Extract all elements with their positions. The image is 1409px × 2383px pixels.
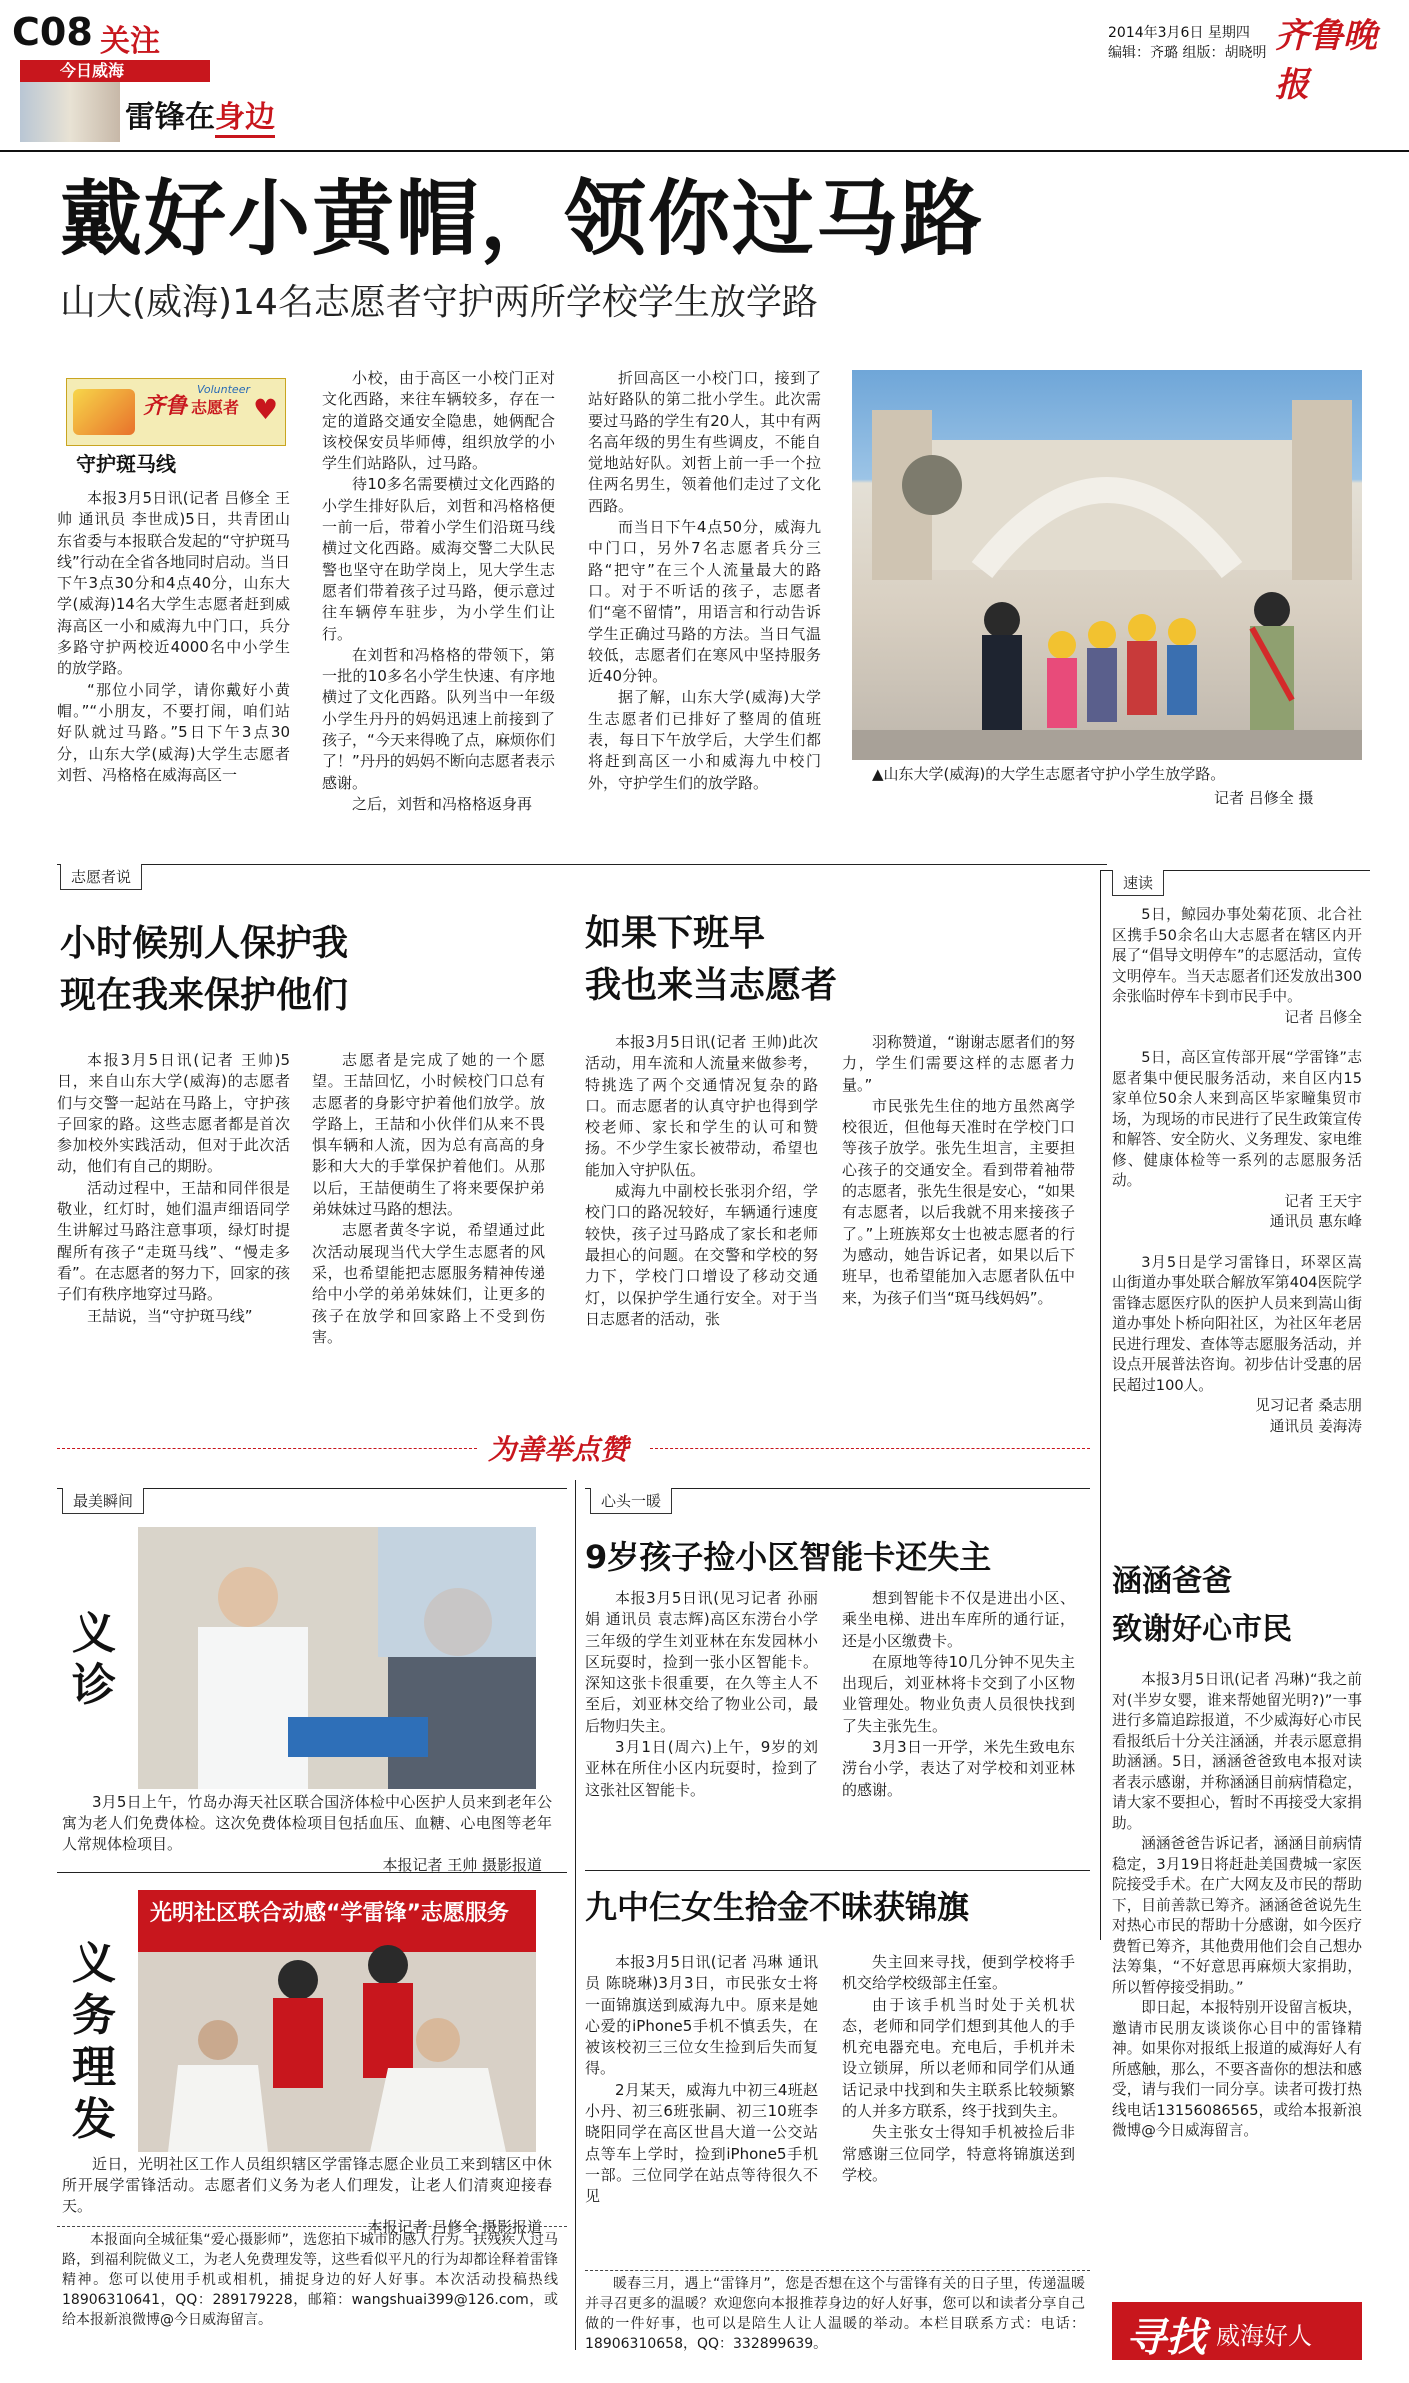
subsection-name: 今日威海 (60, 61, 125, 80)
lead-col-2 (322, 368, 555, 815)
warm-title-1: 9岁孩子捡小区智能卡还失主 (585, 1538, 992, 1576)
warm-t2-col1-p2: 2月某天，威海九中初三4班赵小丹、初三6班张嗣、初三10班李晓阳同学在高区世昌大道一公交站点等车上学时，捡到iPhone5手机一部。三位同学在站点等待很久不见 (585, 2080, 818, 2206)
lead-col1-p1: 本报3月5日讯(记者 吕修全 王帅 通讯员 李世成)5日，共青团山东省委与本报联合发起的“守护斑马线”行动在全省各地同时启动。当日下午3点30分和4点40分，山东大学(威海)14名大学生志愿者赶到威海高区一小和威海九中门口，兵分多路守护两校近4000名中小学生的放学路。 (57, 489, 290, 678)
tag-warm: 心头一暖 (590, 1488, 672, 1514)
quick-read-block (1112, 905, 1362, 1437)
lead-bottom-rule (57, 864, 1107, 865)
moments-call-text: 本报面向全城征集“爱心摄影师”，选您拍下城市的感人行为。扶残疾人过马路，到福利院做义工，为老人免费理发等，这些看似平凡的行为却都诠释着雷锋精神。您可以使用手机或相机，捕捉身边的好人好事。本次活动投稿热线18906310641，QQ：289179228，邮箱：wangshuai399@126.com，或给本报新浪微博@今日威海留言。 (62, 2232, 558, 2328)
lead-col2-p2: 待10多名需要横过文化西路的小学生排好队后，刘哲和冯格格便一前一后，带着小学生们沿斑马线横过文化西路。威海交警二大队民警也坚守在助学岗上，见大学生志愿者们带着孩子过马路，便示意过往车辆停车驻步，为小学生们让行。 (322, 475, 555, 643)
warm-footer-note (585, 2274, 1085, 2354)
vs-left-col1-p1: 本报3月5日讯(记者 王帅)5日，来自山东大学(威海)的志愿者们与交警一起站在马路上，守护孩子回家的路。这些志愿者都是首次参加校外实践活动，但对于此次活动，他们有自己的期盼。 (57, 1051, 290, 1176)
warm-footer-rule (585, 2270, 1090, 2271)
moments-photo-2-scene (138, 1890, 536, 2152)
quick-read-credit-3b: 通讯员 姜海涛 (1269, 1417, 1362, 1435)
lead-photo-scene (852, 370, 1362, 760)
banner-rule-left (57, 1448, 477, 1449)
warm-t2-col1-p1: 本报3月5日讯(记者 冯琳 通讯员 陈晓琳)3月3日，市民张女士将一面锦旗送到威海九中。原来是她心爱的iPhone5手机不慎丢失，在被该校初三三位女生捡到后失而复得。 (585, 1953, 818, 2078)
lead-col2-p4: 之后，刘哲和冯格格返身再 (352, 794, 533, 813)
thanks-title-1: 涵涵爸爸 (1112, 1564, 1232, 1599)
lead-col-1 (57, 488, 290, 786)
vs-right-title-1: 如果下班早 (585, 913, 766, 954)
banner-rule-right (650, 1448, 1090, 1449)
moments-photo-2 (138, 1890, 536, 2152)
moments-photo-1 (138, 1527, 536, 1789)
quick-read-left-rule (1100, 870, 1101, 1940)
vs-right-col-1 (585, 1032, 818, 1330)
vs-left-col2-p2: 志愿者黄冬字说，希望通过此次活动展现当代大学生志愿者的风采，也希望能把志愿服务精神传递给中小学的弟弟妹妹们，让更多的孩子在放学和回家路上不受到伤害。 (312, 1221, 545, 1346)
vs-right-col2-p1: 羽称赞道，“谢谢志愿者们的努力，学生们需要这样的志愿者力量。” (842, 1033, 1075, 1094)
lead-photo-credit: 记者 吕修全 摄 (1214, 789, 1314, 807)
brand-logo: 齐鲁晚报 (1275, 16, 1377, 105)
vs-left-col-2 (312, 1050, 545, 1348)
moments-photo-1-scene (138, 1527, 536, 1789)
thanks-col (1112, 1670, 1362, 2142)
moments-mid-rule (57, 1872, 567, 1873)
quick-read-credit-2a: 记者 王天宇 (1284, 1192, 1362, 1210)
lead-col3-p1: 折回高区一小校门口，接到了站好路队的第二批小学生。此次需要过马路的学生有20人，其中有两名高年级的男生有些调皮，不能自觉地站好队。刘哲上前一手一个拉住两名男生，领着他们走过了文化西路。 (588, 369, 821, 515)
moments-credit-1: 本报记者 王帅 摄影报道 (382, 1856, 542, 1874)
date-line: 2014年3月6日 星期四 (1108, 25, 1250, 41)
tag-moments: 最美瞬间 (62, 1488, 144, 1514)
moments-credit-2: 本报记者 吕修全 摄影报道 (367, 2218, 542, 2236)
quick-read-item-1: 5日，鲸园办事处菊花顶、北合社区携手50余名山大志愿者在辖区内开展了“倡导文明停车”的志愿活动，宣传文明停车。当天志愿者们还发放出300余张临时停车卡到市民手中。 (1112, 906, 1362, 1005)
thanks-col-p2: 涵涵爸爸告诉记者，涵涵目前病情稳定，3月19日将赶赴美国费城一家医院接受手术。在广大网友及市民的帮助下，目前善款已筹齐。涵涵爸爸说先生对热心市民的帮助十分感谢，如今医疗费暂已筹齐，其他费用他们会自己想办法筹集，“不好意思再麻烦大家捐助，所以暂停接受捐助。” (1112, 1835, 1362, 1996)
lead-col2-p1: 小校，由于高区一小校门正对文化西路，来往车辆较多，存在一定的道路交通安全隐患，她俩配合该校保安员毕师傅，组织放学的小学生们站路队，过马路。 (322, 369, 555, 473)
vs-left-title-1: 小时候别人保护我 (60, 923, 349, 964)
page-code: C08 (12, 10, 93, 54)
warm-t1-col2-p3: 3月3日一开学，米先生致电东涝台小学，表达了对学校和刘亚林的感谢。 (842, 1738, 1075, 1799)
quick-read-credit-2b: 通讯员 惠东峰 (1269, 1213, 1362, 1230)
lead-title: 戴好小黄帽，领你过马路 (60, 172, 985, 267)
vs-right-col1-p2: 威海九中副校长张羽介绍，学校门口的路况较好，车辆通行速度较快，孩子过马路成了家长和老师最担心的问题。在交警和学校的努力下，学校门口增设了移动交通灯，以保护学生通行安全。对于当日志愿者的活动，张 (585, 1182, 818, 1328)
badge-label: 守护斑马线 (76, 452, 176, 476)
warm-left-rule (575, 1480, 576, 2350)
banner-title: 为善举点赞 (488, 1433, 629, 1466)
vs-right-col1-p1: 本报3月5日讯(记者 王帅)此次活动，用车流和人流量来做参考，特挑选了两个交通情况复杂的路口。而志愿者的认真守护也得到学校老师、家长和学生的认可和赞扬。不少学生家长被带动，希望也能加入守护队伍。 (585, 1033, 818, 1179)
vs-right-title-2: 我也来当志愿者 (585, 965, 838, 1006)
vs-left-col-1 (57, 1050, 290, 1327)
lead-photo-caption: ▲山东大学(威海)的大学生志愿者守护小学生放学路。 (872, 765, 1226, 783)
warm-t2-col2-p2: 由于该手机当时处于关机状态，老师和同学们想到其他人的手机充电器充电。充电后，手机并未设立锁屏，所以老师和同学们从通话记录中找到和失主联系比较频繁的人并多方联系，终于找到失主。 (842, 1995, 1075, 2121)
heart-icon: ♥ (253, 393, 279, 426)
lead-col-3 (588, 368, 821, 794)
tag-volunteer-says: 志愿者说 (60, 864, 142, 890)
warm-footer-note-text: 暖春三月，遇上“雷锋月”，您是否想在这个与雷锋有关的日子里，传递温暖并寻召更多的温暖？欢迎您向本报推荐身边的好人好事，您可以和读者分享自己做的一件好事，也可以是陪生人让人温暖的举动。本栏目联系方式：电话：18906310658，QQ：332899639。 (585, 2276, 1085, 2352)
column-title (125, 92, 275, 136)
vs-left-title-2: 现在我来保护他们 (60, 975, 349, 1016)
warm-t1-col2-p1: 想到智能卡不仅是进出小区、乘坐电梯、进出车库所的通行证，还是小区缴费卡。 (842, 1589, 1075, 1650)
section-name: 关注 (100, 24, 160, 59)
vs-left-col1-p2: 活动过程中，王喆和同伴很是敬业，红灯时，她们温声细语同学生讲解过马路注意事项，绿灯时提醒所有孩子“走斑马线”、“慢走多看”。在志愿者的努力下，回家的孩子们有秩序地穿过马路。 (57, 1178, 290, 1304)
footer-logo-big: 寻找 (1126, 2314, 1206, 2361)
warm-title-2: 九中仨女生拾金不昧获锦旗 (585, 1888, 970, 1926)
warm-t1-col-2 (842, 1588, 1075, 1801)
lead-col2-p3: 在刘哲和冯格格的带领下，第一批的10多名小学生快速、有序地横过了文化西路。队列当中一年级小学生丹丹的妈妈迅速上前接到了孩子，“今天来得晚了点，麻烦你们了！”丹丹的妈妈不断向志愿者表示感谢。 (322, 645, 555, 792)
volunteer-badge (66, 378, 286, 446)
moments-side-1: 义诊 (72, 1608, 116, 1711)
moments-caption-1 (62, 1792, 552, 1876)
moments-caption-1-text: 3月5日上午，竹岛办海天社区联合国济体检中心医护人员来到老年公寓为老人们免费体检。这次免费体检项目包括血压、血糖、心电图等老年人常规体检项目。 (62, 1793, 552, 1853)
thanks-title-2: 致谢好心市民 (1112, 1612, 1292, 1647)
vs-left-col1-p3: 王喆说，当“守护斑马线” (87, 1306, 253, 1325)
column-title-b: 身边 (215, 100, 275, 138)
lead-col3-p2: 而当日下午4点50分，威海九中门口，另外7名志愿者兵分三路“把守”在三个人流量最大的路口。对于不听话的孩子，志愿者们“毫不留情”，用语言和行动告诉学生正确过马路的方法。当日气温较低，志愿者们在寒风中坚持服务近40分钟。 (588, 518, 821, 686)
vs-left-col2-p1: 志愿者是完成了她的一个愿望。王喆回忆，小时候校门口总有志愿者的身影守护着他们放学。放学路上，王喆和小伙伴们从来不畏惧车辆和人流，因为总有高高的身影和大大的手掌保护着他们。从那以后，王喆便萌生了将来要保护弟弟妹妹过马路的想法。 (312, 1051, 545, 1219)
column-title-a: 雷锋在 (125, 100, 215, 135)
warm-t1-col1-p1: 本报3月5日讯(见习记者 孙丽娟 通讯员 袁志辉)高区东涝台小学三年级的学生刘亚林在东发园林小区玩耍时，捡到一张小区智能卡。深知这张卡很重要，在久等主人不至后，刘亚林交给了物业公司，最后物归失主。 (585, 1589, 818, 1735)
badge-word: 志愿者 (191, 398, 240, 417)
vs-right-col-2 (842, 1032, 1075, 1309)
editor-line: 编辑：齐璐 组版：胡晓明 (1108, 45, 1267, 61)
lead-col1-p2: “那位小同学，请你戴好小黄帽。”“小朋友，不要打闹，咱们站好队就过马路。”5日下午3点30分，山东大学(威海)大学生志愿者刘哲、冯格格在威海高区一 (57, 680, 290, 784)
moments-call-rule (57, 2226, 567, 2227)
warm-t1-col-1 (585, 1588, 818, 1801)
footer-logo-rest: 威海好人 (1216, 2322, 1312, 2350)
quick-read-credit-1: 记者 吕修全 (1284, 1008, 1362, 1026)
header-rule (0, 150, 1409, 152)
moments-call (62, 2230, 558, 2330)
badge-kids-graphic (73, 389, 135, 435)
tag-quick-read: 速读 (1112, 870, 1164, 896)
lead-photo (852, 370, 1362, 760)
warm-t2-col-2 (842, 1952, 1075, 2186)
warm-t1-col2-p2: 在原地等待10几分钟不见失主出现后，刘亚林将卡交到了小区物业管理处。物业负责人员很快找到了失主张先生。 (842, 1652, 1075, 1735)
warm-t2-col2-p1: 失主回来寻找，便到学校将手机交给学校级部主任室。 (842, 1953, 1075, 1993)
column-figure-graphic (20, 82, 120, 142)
lead-col3-p3: 据了解，山东大学(威海)大学生志愿者们已排好了整周的值班表，每日下午放学后，大学生们都将赶到高区一小和威海九中校门外，守护学生们的放学路。 (588, 688, 821, 792)
thanks-col-p3: 即日起，本报特别开设留言板块，邀请市民朋友谈谈你心目中的雷锋精神。如果你对报纸上报道的威海好人有所感触，那么，不要吝啬你的想法和感受，请与我们一同分享。读者可拨打热线电话13156086565，或给本报新浪微博@今日威海留言。 (1112, 1999, 1362, 2139)
footer-logo (1112, 2302, 1362, 2360)
thanks-col-p1: 本报3月5日讯(记者 冯琳)“我之前对(半岁女婴，谁来帮她留光明?)”一事进行多篇追踪报道，不少威海好心市民看报纸后十分关注涵涵，并表示愿意捐助涵涵。5日，涵涵爸爸致电本报对读者表示感谢，并称涵涵目前病情稳定，请大家不要担心，暂时不再接受大家捐助。 (1112, 1671, 1362, 1832)
vs-right-col2-p2: 市民张先生住的地方虽然离学校很近，但他每天准时在学校门口等孩子放学。张先生坦言，主要担心孩子的交通安全。看到带着袖带的志愿者，张先生很是安心，“如果有志愿者，以后我就不用来接孩子了。”上班族郑女士也被志愿者的行为感动，她告诉记者，如果以后下班早，也希望能加入志愿者队伍中来，为孩子们当“斑马线妈妈”。 (842, 1096, 1075, 1307)
quick-read-item-3: 3月5日是学习雷锋日，环翠区嵩山街道办事处联合解放军第404医院学雷锋志愿医疗队的医护人员来到嵩山街道办事处卜桥向阳社区，为社区年老居民进行理发、查体等志愿服务活动，并设点开展普法咨询。初步估计受惠的居民超过100人。 (1112, 1253, 1362, 1394)
moments-photo-2-banner: 光明社区联合动感“学雷锋”志愿服务 (150, 1901, 509, 1926)
badge-volunteer: Volunteer (197, 383, 250, 396)
quick-read-item-2: 5日，高区宣传部开展“学雷锋”志愿者集中便民服务活动，来自区内15家单位50余人来到高区毕家疃集贸市场，为现场的市民进行了民生政策宣传和解答、安全防火、义务理发、家电维修、健康体检等一系列的志愿服务活动。 (1112, 1049, 1362, 1189)
moments-caption-2-text: 近日，光明社区工作人员组织辖区学雷锋志愿企业员工来到辖区中休所开展学雷锋活动。志愿者们义务为老人们理发，让老人们清爽迎接春天。 (62, 2155, 552, 2215)
moments-side-2: 义务理发 (72, 1938, 116, 2145)
lead-subtitle: 山大(威海)14名志愿者守护两所学校学生放学路 (60, 282, 818, 323)
warm-mid-rule (585, 1870, 1090, 1871)
warm-t2-col2-p3: 失主张女士得知手机被捡后非常感谢三位同学，特意将锦旗送到学校。 (842, 2123, 1075, 2184)
warm-t2-col-1 (585, 1952, 818, 2208)
warm-t1-col1-p2: 3月1日(周六)上午，9岁的刘亚林在所住小区内玩耍时，捡到了这张社区智能卡。 (585, 1738, 818, 1799)
badge-brand: 齐鲁 (143, 393, 188, 419)
quick-read-credit-3a: 见习记者 桑志朋 (1255, 1397, 1362, 1414)
